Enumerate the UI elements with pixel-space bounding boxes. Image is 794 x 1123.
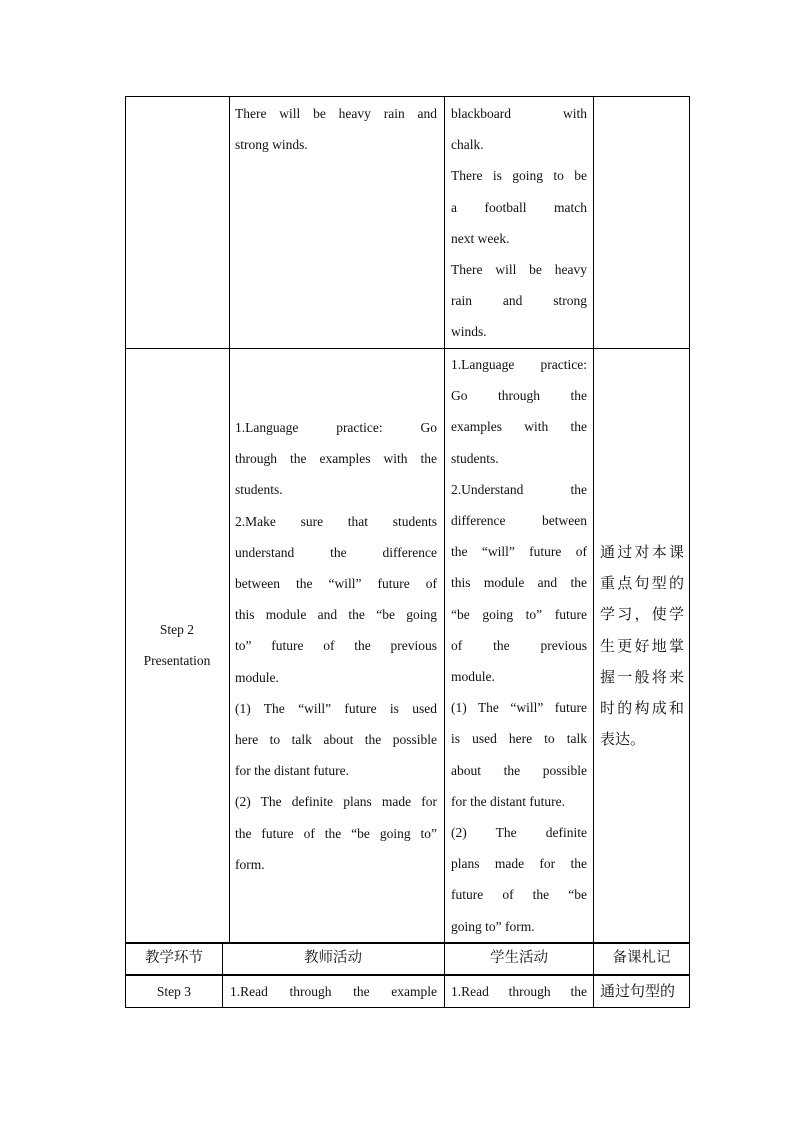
text-line: 1.Language practice: Go [235, 420, 437, 435]
header-teacher-activity: 教师活动 [304, 950, 362, 966]
text-line: the future of the “be going to” [235, 825, 437, 841]
row2-lesson-notes [600, 537, 684, 755]
step2-label [127, 614, 227, 676]
text-line: examples with the [451, 419, 587, 435]
text-line: 表达。 [600, 730, 646, 749]
text-line: module. [235, 669, 279, 685]
text-line: (2) The definite plans made for [235, 794, 437, 810]
step3-label: Step 3 [156, 984, 192, 999]
text-line: this module and the [451, 575, 587, 591]
text-line: There will be heavy rain and [235, 106, 437, 121]
text-line: rain and strong [451, 293, 587, 309]
text-line: a football match [451, 199, 587, 215]
header-teaching-stage: 教学环节 [145, 950, 203, 966]
divider [593, 97, 594, 1007]
row1-student-activity [451, 98, 587, 348]
text-line: next week. [451, 230, 510, 246]
text-line: here to talk about the possible [235, 732, 437, 748]
divider [229, 97, 230, 942]
text-line: module. [451, 669, 495, 685]
text-line: (1) The “will” future [451, 700, 587, 716]
text-line: through the examples with the [235, 451, 437, 467]
text-line: 1.Read through the [451, 984, 587, 999]
row3-lesson-notes [600, 976, 684, 1007]
text-line: winds. [451, 324, 487, 340]
text-line: There will be heavy [451, 262, 587, 278]
text-line: the “will” future of [451, 544, 587, 560]
text-line: 学习，使学 [600, 605, 684, 624]
header-lesson-notes: 备课札记 [612, 950, 671, 966]
row2-student-activity [451, 349, 587, 942]
text-line: 重点句型的 [600, 574, 684, 593]
divider [126, 348, 689, 349]
header-student-activity: 学生活动 [490, 950, 548, 966]
text-line: 生更好地掌 [600, 636, 684, 655]
row2-teacher-activity [235, 412, 437, 880]
text-line: students. [451, 450, 499, 466]
text-line: form. [235, 856, 265, 872]
text-line: for the distant future. [235, 763, 349, 779]
text-line: Go through the [451, 388, 587, 404]
text-line: is used here to talk [451, 731, 587, 747]
text-line: of the previous [451, 637, 587, 653]
text-line: 时的构成和 [600, 699, 684, 718]
text-line: to” future of the previous [235, 638, 437, 654]
text-line: 2.Make sure that students [235, 513, 437, 529]
text-line: between the “will” future of [235, 576, 437, 592]
text-line: future of the “be [451, 887, 587, 903]
row1-teacher-activity [235, 98, 437, 160]
divider [444, 97, 445, 1007]
text-line: chalk. [451, 137, 484, 153]
text-line: going to” form. [451, 918, 535, 934]
step-name: Presentation [143, 653, 211, 669]
text-line: (1) The “will” future is used [235, 700, 437, 716]
text-line: blackboard with [451, 106, 587, 121]
text-line: (2) The definite [451, 825, 587, 841]
row3-teacher-activity [230, 976, 437, 1007]
text-line: “be going to” future [451, 606, 587, 622]
row3-student-activity [451, 976, 587, 1007]
text-line: plans made for the [451, 856, 587, 872]
text-line: for the distant future. [451, 793, 565, 809]
text-line: this module and the “be going [235, 607, 437, 623]
text-line: 握一般将来 [600, 667, 684, 686]
text-line: understand the difference [235, 544, 437, 560]
text-line: 2.Understand the [451, 481, 587, 497]
text-line: 1.Language practice: [451, 357, 587, 372]
text-line: about the possible [451, 762, 587, 778]
text-line: difference between [451, 513, 587, 529]
text-line: strong winds. [235, 137, 308, 153]
text-line: 通过对本课 [600, 543, 684, 561]
step-number: Step 2 [159, 622, 195, 637]
text-line: There is going to be [451, 168, 587, 184]
text-line: 通过句型的 [600, 982, 676, 1000]
text-line: students. [235, 482, 283, 498]
text-line: 1.Read through the example [230, 984, 437, 999]
